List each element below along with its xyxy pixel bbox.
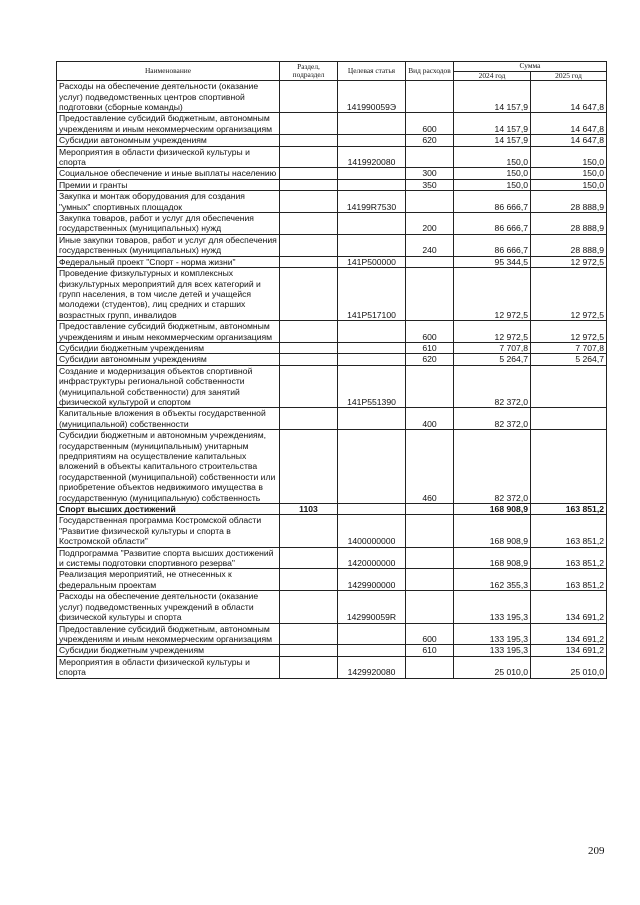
cell-section [280, 569, 338, 591]
cell-2024: 82 372,0 [454, 408, 531, 430]
table-row [57, 623, 607, 645]
cell-exptype [406, 656, 454, 678]
cell-target [338, 213, 406, 235]
cell-name: Проведение физкультурных и комплексных физкультурных мероприятий для всех категорий и групп населения, в том числе детей и учащейся молодежи (студентов), лиц средних и старших возрастных групп, инвалидов [57, 268, 280, 321]
cell-2024: 12 972,5 [454, 268, 531, 321]
cell-target [338, 408, 406, 430]
cell-exptype: 620 [406, 354, 454, 365]
cell-2025: 150,0 [531, 179, 607, 190]
cell-exptype: 400 [406, 408, 454, 430]
table-row [57, 656, 607, 678]
cell-2025: 25 010,0 [531, 656, 607, 678]
cell-2024: 14 157,9 [454, 135, 531, 146]
cell-2024: 82 372,0 [454, 365, 531, 408]
cell-name: Субсидии бюджетным и автономным учреждениям, государственным (муниципальным) унитарным предприятиям на осуществление капитальных вложений в объекты капитального строительства государственной (муниципальной) собственности или приобретение объектов недвижимого имущества в государственную (муниципальную) собственность [57, 430, 280, 504]
cell-section [280, 213, 338, 235]
cell-section [280, 146, 338, 168]
table-row [57, 365, 607, 408]
cell-exptype [406, 268, 454, 321]
cell-section [280, 547, 338, 569]
cell-exptype: 300 [406, 168, 454, 179]
cell-exptype: 460 [406, 430, 454, 504]
table-row [57, 168, 607, 179]
cell-2025: 163 851,2 [531, 569, 607, 591]
cell-2024: 168 908,9 [454, 515, 531, 547]
cell-target: 141P500000 [338, 256, 406, 267]
cell-2025: 163 851,2 [531, 547, 607, 569]
cell-2025: 12 972,5 [531, 321, 607, 343]
cell-exptype: 610 [406, 342, 454, 353]
cell-target [338, 113, 406, 135]
cell-name: Спорт высших достижений [57, 504, 280, 515]
cell-target [338, 234, 406, 256]
table-row [57, 354, 607, 365]
cell-name: Реализация мероприятий, не отнесенных к федеральным проектам [57, 569, 280, 591]
budget-table [56, 61, 607, 679]
cell-2025 [531, 365, 607, 408]
table-row [57, 256, 607, 267]
table-row [57, 213, 607, 235]
cell-2025: 14 647,8 [531, 135, 607, 146]
cell-section [280, 354, 338, 365]
header-exptype: Вид расходов [406, 62, 454, 81]
cell-target [338, 321, 406, 343]
cell-exptype [406, 547, 454, 569]
cell-section [280, 135, 338, 146]
cell-2024: 12 972,5 [454, 321, 531, 343]
cell-2024: 168 908,9 [454, 504, 531, 515]
table-row [57, 234, 607, 256]
cell-section [280, 168, 338, 179]
cell-2024: 162 355,3 [454, 569, 531, 591]
table-row [57, 408, 607, 430]
cell-target: 141P517100 [338, 268, 406, 321]
table-row [57, 135, 607, 146]
cell-target [338, 430, 406, 504]
cell-target [338, 135, 406, 146]
cell-name: Государственная программа Костромской области "Развитие физической культуры и спорта в Костромской области" [57, 515, 280, 547]
cell-2024: 86 666,7 [454, 191, 531, 213]
cell-2024: 133 195,3 [454, 591, 531, 623]
table-row [57, 547, 607, 569]
cell-2024: 14 157,9 [454, 113, 531, 135]
cell-2024: 133 195,3 [454, 623, 531, 645]
cell-section [280, 408, 338, 430]
cell-exptype [406, 191, 454, 213]
cell-target: 142990059R [338, 591, 406, 623]
cell-exptype [406, 504, 454, 515]
cell-target: 1420000000 [338, 547, 406, 569]
table-row [57, 515, 607, 547]
cell-section [280, 623, 338, 645]
cell-section [280, 645, 338, 656]
cell-exptype: 600 [406, 321, 454, 343]
cell-name: Создание и модернизация объектов спортивной инфраструктуры региональной собственности (муниципальной собственности) для занятий физической культурой и спортом [57, 365, 280, 408]
cell-name: Федеральный проект "Спорт - норма жизни" [57, 256, 280, 267]
cell-name: Мероприятия в области физической культуры и спорта [57, 146, 280, 168]
table-row [57, 81, 607, 113]
cell-2025: 5 264,7 [531, 354, 607, 365]
cell-section [280, 113, 338, 135]
cell-2025: 163 851,2 [531, 504, 607, 515]
cell-name: Субсидии бюджетным учреждениям [57, 342, 280, 353]
cell-name: Предоставление субсидий бюджетным, автономным учреждениям и иным некоммерческим организациям [57, 623, 280, 645]
cell-section [280, 81, 338, 113]
cell-target: 14199R7530 [338, 191, 406, 213]
header-sum: Сумма [454, 62, 607, 72]
cell-name: Подпрограмма "Развитие спорта высших достижений и системы подготовки спортивного резерва" [57, 547, 280, 569]
cell-2024: 168 908,9 [454, 547, 531, 569]
cell-2024: 82 372,0 [454, 430, 531, 504]
cell-target: 141990059Э [338, 81, 406, 113]
cell-section [280, 342, 338, 353]
cell-2025: 134 691,2 [531, 645, 607, 656]
cell-name: Мероприятия в области физической культуры и спорта [57, 656, 280, 678]
cell-name: Иные закупки товаров, работ и услуг для обеспечения государственных (муниципальных) нужд [57, 234, 280, 256]
table-row [57, 645, 607, 656]
cell-2024: 7 707,8 [454, 342, 531, 353]
cell-2024: 133 195,3 [454, 645, 531, 656]
cell-exptype [406, 569, 454, 591]
cell-target: 141P551390 [338, 365, 406, 408]
cell-target: 1400000000 [338, 515, 406, 547]
cell-2025 [531, 408, 607, 430]
cell-section [280, 515, 338, 547]
cell-2025: 150,0 [531, 168, 607, 179]
cell-target: 1419920080 [338, 146, 406, 168]
header-name: Наименование [57, 62, 280, 81]
cell-target [338, 623, 406, 645]
table-row [57, 591, 607, 623]
cell-exptype [406, 256, 454, 267]
cell-exptype [406, 365, 454, 408]
table-row [57, 342, 607, 353]
cell-name: Субсидии автономным учреждениям [57, 135, 280, 146]
cell-section [280, 191, 338, 213]
cell-2025: 28 888,9 [531, 234, 607, 256]
cell-2025: 28 888,9 [531, 213, 607, 235]
header-year-2024: 2024 год [454, 71, 531, 81]
cell-exptype: 600 [406, 113, 454, 135]
cell-exptype [406, 81, 454, 113]
cell-2024: 5 264,7 [454, 354, 531, 365]
cell-section [280, 256, 338, 267]
table-row [57, 321, 607, 343]
cell-2025: 7 707,8 [531, 342, 607, 353]
cell-target [338, 342, 406, 353]
cell-exptype: 240 [406, 234, 454, 256]
table-row [57, 179, 607, 190]
cell-target: 1429900000 [338, 569, 406, 591]
cell-target [338, 179, 406, 190]
cell-section [280, 430, 338, 504]
cell-2024: 86 666,7 [454, 234, 531, 256]
cell-target [338, 504, 406, 515]
cell-2025: 134 691,2 [531, 591, 607, 623]
cell-name: Закупка товаров, работ и услуг для обеспечения государственных (муниципальных) нужд [57, 213, 280, 235]
cell-exptype [406, 515, 454, 547]
cell-name: Субсидии автономным учреждениям [57, 354, 280, 365]
table-row [57, 113, 607, 135]
cell-2024: 150,0 [454, 168, 531, 179]
cell-name: Расходы на обеспечение деятельности (оказание услуг) подведомственных учреждений в области физической культуры и спорта [57, 591, 280, 623]
cell-exptype: 200 [406, 213, 454, 235]
header-year-2025: 2025 год [531, 71, 607, 81]
cell-2025: 14 647,8 [531, 113, 607, 135]
cell-2024: 25 010,0 [454, 656, 531, 678]
cell-section [280, 234, 338, 256]
table-row [57, 430, 607, 504]
cell-target [338, 645, 406, 656]
cell-exptype: 350 [406, 179, 454, 190]
cell-2024: 86 666,7 [454, 213, 531, 235]
table-row [57, 569, 607, 591]
cell-name: Предоставление субсидий бюджетным, автономным учреждениям и иным некоммерческим организациям [57, 113, 280, 135]
cell-name: Социальное обеспечение и иные выплаты населению [57, 168, 280, 179]
cell-section [280, 365, 338, 408]
cell-exptype [406, 146, 454, 168]
cell-name: Субсидии бюджетным учреждениям [57, 645, 280, 656]
cell-section [280, 591, 338, 623]
header-target: Целевая статья [338, 62, 406, 81]
cell-2025: 163 851,2 [531, 515, 607, 547]
cell-name: Расходы на обеспечение деятельности (оказание услуг) подведомственных центров спортивной подготовки (сборные команды) [57, 81, 280, 113]
cell-section [280, 321, 338, 343]
table-header-row [57, 62, 607, 72]
cell-section: 1103 [280, 504, 338, 515]
cell-exptype: 610 [406, 645, 454, 656]
cell-2024: 14 157,9 [454, 81, 531, 113]
cell-target [338, 168, 406, 179]
table-row [57, 146, 607, 168]
header-section: Раздел, подраздел [280, 62, 338, 81]
cell-section [280, 179, 338, 190]
cell-exptype: 620 [406, 135, 454, 146]
cell-name: Премии и гранты [57, 179, 280, 190]
cell-name: Закупка и монтаж оборудования для создания "умных" спортивных площадок [57, 191, 280, 213]
cell-exptype [406, 591, 454, 623]
cell-2025: 150,0 [531, 146, 607, 168]
table-row [57, 191, 607, 213]
cell-target: 1429920080 [338, 656, 406, 678]
cell-2025: 12 972,5 [531, 256, 607, 267]
cell-section [280, 656, 338, 678]
cell-2025: 28 888,9 [531, 191, 607, 213]
cell-2024: 95 344,5 [454, 256, 531, 267]
cell-exptype: 600 [406, 623, 454, 645]
cell-2024: 150,0 [454, 179, 531, 190]
table-body [57, 81, 607, 678]
cell-name: Капитальные вложения в объекты государственной (муниципальной) собственности [57, 408, 280, 430]
cell-section [280, 268, 338, 321]
table-row [57, 504, 607, 515]
cell-2025: 12 972,5 [531, 268, 607, 321]
cell-name: Предоставление субсидий бюджетным, автономным учреждениям и иным некоммерческим организациям [57, 321, 280, 343]
table-row [57, 268, 607, 321]
cell-2025: 14 647,8 [531, 81, 607, 113]
cell-target [338, 354, 406, 365]
cell-2025 [531, 430, 607, 504]
cell-2024: 150,0 [454, 146, 531, 168]
page-number: 209 [588, 845, 605, 857]
cell-2025: 134 691,2 [531, 623, 607, 645]
